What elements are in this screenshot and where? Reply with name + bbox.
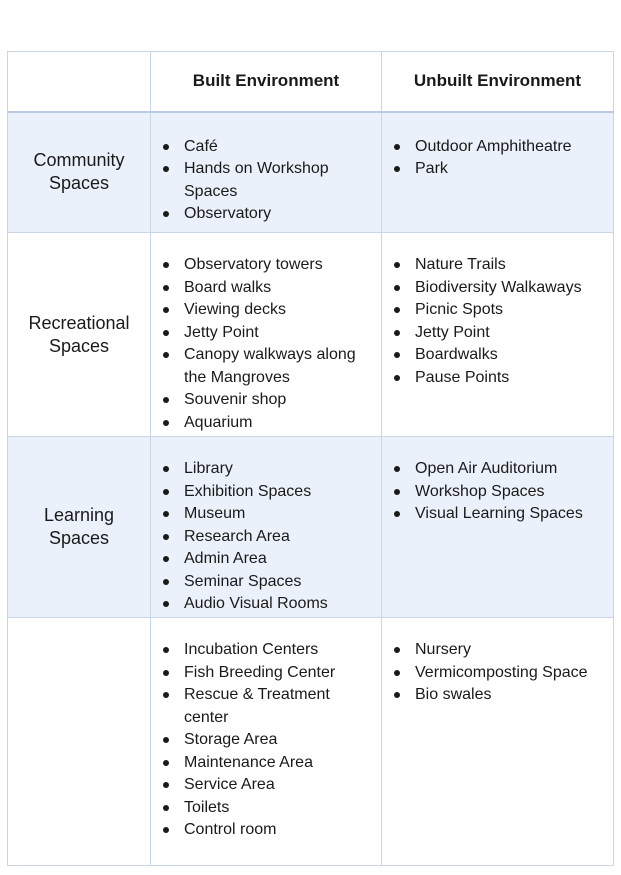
- row-label-line: Community: [33, 150, 125, 171]
- list-item: Aquarium: [184, 412, 375, 435]
- row-label-recreational-spaces: [8, 233, 151, 437]
- list-item: Board walks: [184, 277, 375, 300]
- list-item: Souvenir shop: [184, 389, 375, 412]
- cell-community-unbuilt: [382, 112, 614, 233]
- header-unbuilt-environment: Unbuilt Environment: [382, 52, 614, 112]
- cell-recreational-built: [151, 233, 382, 437]
- row-support-spaces: [8, 618, 614, 866]
- list-item: Service Area: [184, 774, 375, 797]
- row-label-line: Spaces: [48, 335, 110, 356]
- list-item: Bio swales: [415, 684, 607, 707]
- list-item: Control room: [184, 819, 375, 842]
- header-corner-cell: [8, 52, 151, 112]
- spaces-table: [7, 51, 614, 866]
- cell-support-unbuilt: [382, 618, 614, 866]
- list-item: Biodiversity Walkaways: [415, 277, 607, 300]
- list-item: Outdoor Amphitheatre: [415, 136, 607, 159]
- list-item: Canopy walkways along the Mangroves: [184, 344, 375, 389]
- list-item: Rescue & Treatment center: [184, 684, 375, 729]
- cell-community-built: [151, 112, 382, 233]
- list-item: Open Air Auditorium: [415, 458, 607, 481]
- list-item: Nursery: [415, 639, 607, 662]
- list-item: Seminar Spaces: [184, 571, 375, 594]
- row-label-empty: [8, 618, 151, 866]
- row-community-spaces: [8, 112, 614, 233]
- list-community-unbuilt: [382, 113, 613, 181]
- list-item: Observatory towers: [184, 254, 375, 277]
- list-item: Exhibition Spaces: [184, 481, 375, 504]
- header-built-environment: Built Environment: [151, 52, 382, 112]
- list-learning-built: [151, 437, 381, 616]
- list-item: Jetty Point: [415, 322, 607, 345]
- list-item: Picnic Spots: [415, 299, 607, 322]
- list-item: Pause Points: [415, 367, 607, 390]
- list-item: Fish Breeding Center: [184, 662, 375, 685]
- list-recreational-unbuilt: [382, 233, 613, 389]
- list-item: Research Area: [184, 526, 375, 549]
- list-item: Audio Visual Rooms: [184, 593, 375, 616]
- list-item: Café: [184, 136, 375, 159]
- list-item: Toilets: [184, 797, 375, 820]
- list-item: Visual Learning Spaces: [415, 503, 607, 526]
- row-learning-spaces: [8, 437, 614, 618]
- list-item: Library: [184, 458, 375, 481]
- cell-learning-built: [151, 437, 382, 618]
- row-label-line: Spaces: [48, 173, 110, 194]
- list-item: Workshop Spaces: [415, 481, 607, 504]
- row-label-line: Learning: [43, 505, 115, 525]
- list-recreational-built: [151, 233, 381, 434]
- list-item: Viewing decks: [184, 299, 375, 322]
- list-item: Storage Area: [184, 729, 375, 752]
- list-item: Observatory: [184, 203, 375, 226]
- list-item: Admin Area: [184, 548, 375, 571]
- row-label-line: Recreational: [28, 312, 130, 333]
- list-item: Park: [415, 158, 607, 181]
- row-label-line: Spaces: [48, 528, 110, 548]
- cell-recreational-unbuilt: [382, 233, 614, 437]
- list-item: Incubation Centers: [184, 639, 375, 662]
- list-item: Jetty Point: [184, 322, 375, 345]
- list-item: Nature Trails: [415, 254, 607, 277]
- header-row: [8, 52, 614, 112]
- list-learning-unbuilt: [382, 437, 613, 526]
- list-item: Boardwalks: [415, 344, 607, 367]
- list-item: Vermicomposting Space: [415, 662, 607, 685]
- list-support-unbuilt: [382, 618, 613, 707]
- list-support-built: [151, 618, 381, 842]
- row-label-community-spaces: [8, 112, 151, 233]
- list-community-built: [151, 113, 381, 226]
- row-recreational-spaces: [8, 233, 614, 437]
- list-item: Maintenance Area: [184, 752, 375, 775]
- cell-learning-unbuilt: [382, 437, 614, 618]
- row-label-learning-spaces: [8, 437, 151, 618]
- list-item: Hands on Workshop Spaces: [184, 158, 375, 203]
- list-item: Museum: [184, 503, 375, 526]
- cell-support-built: [151, 618, 382, 866]
